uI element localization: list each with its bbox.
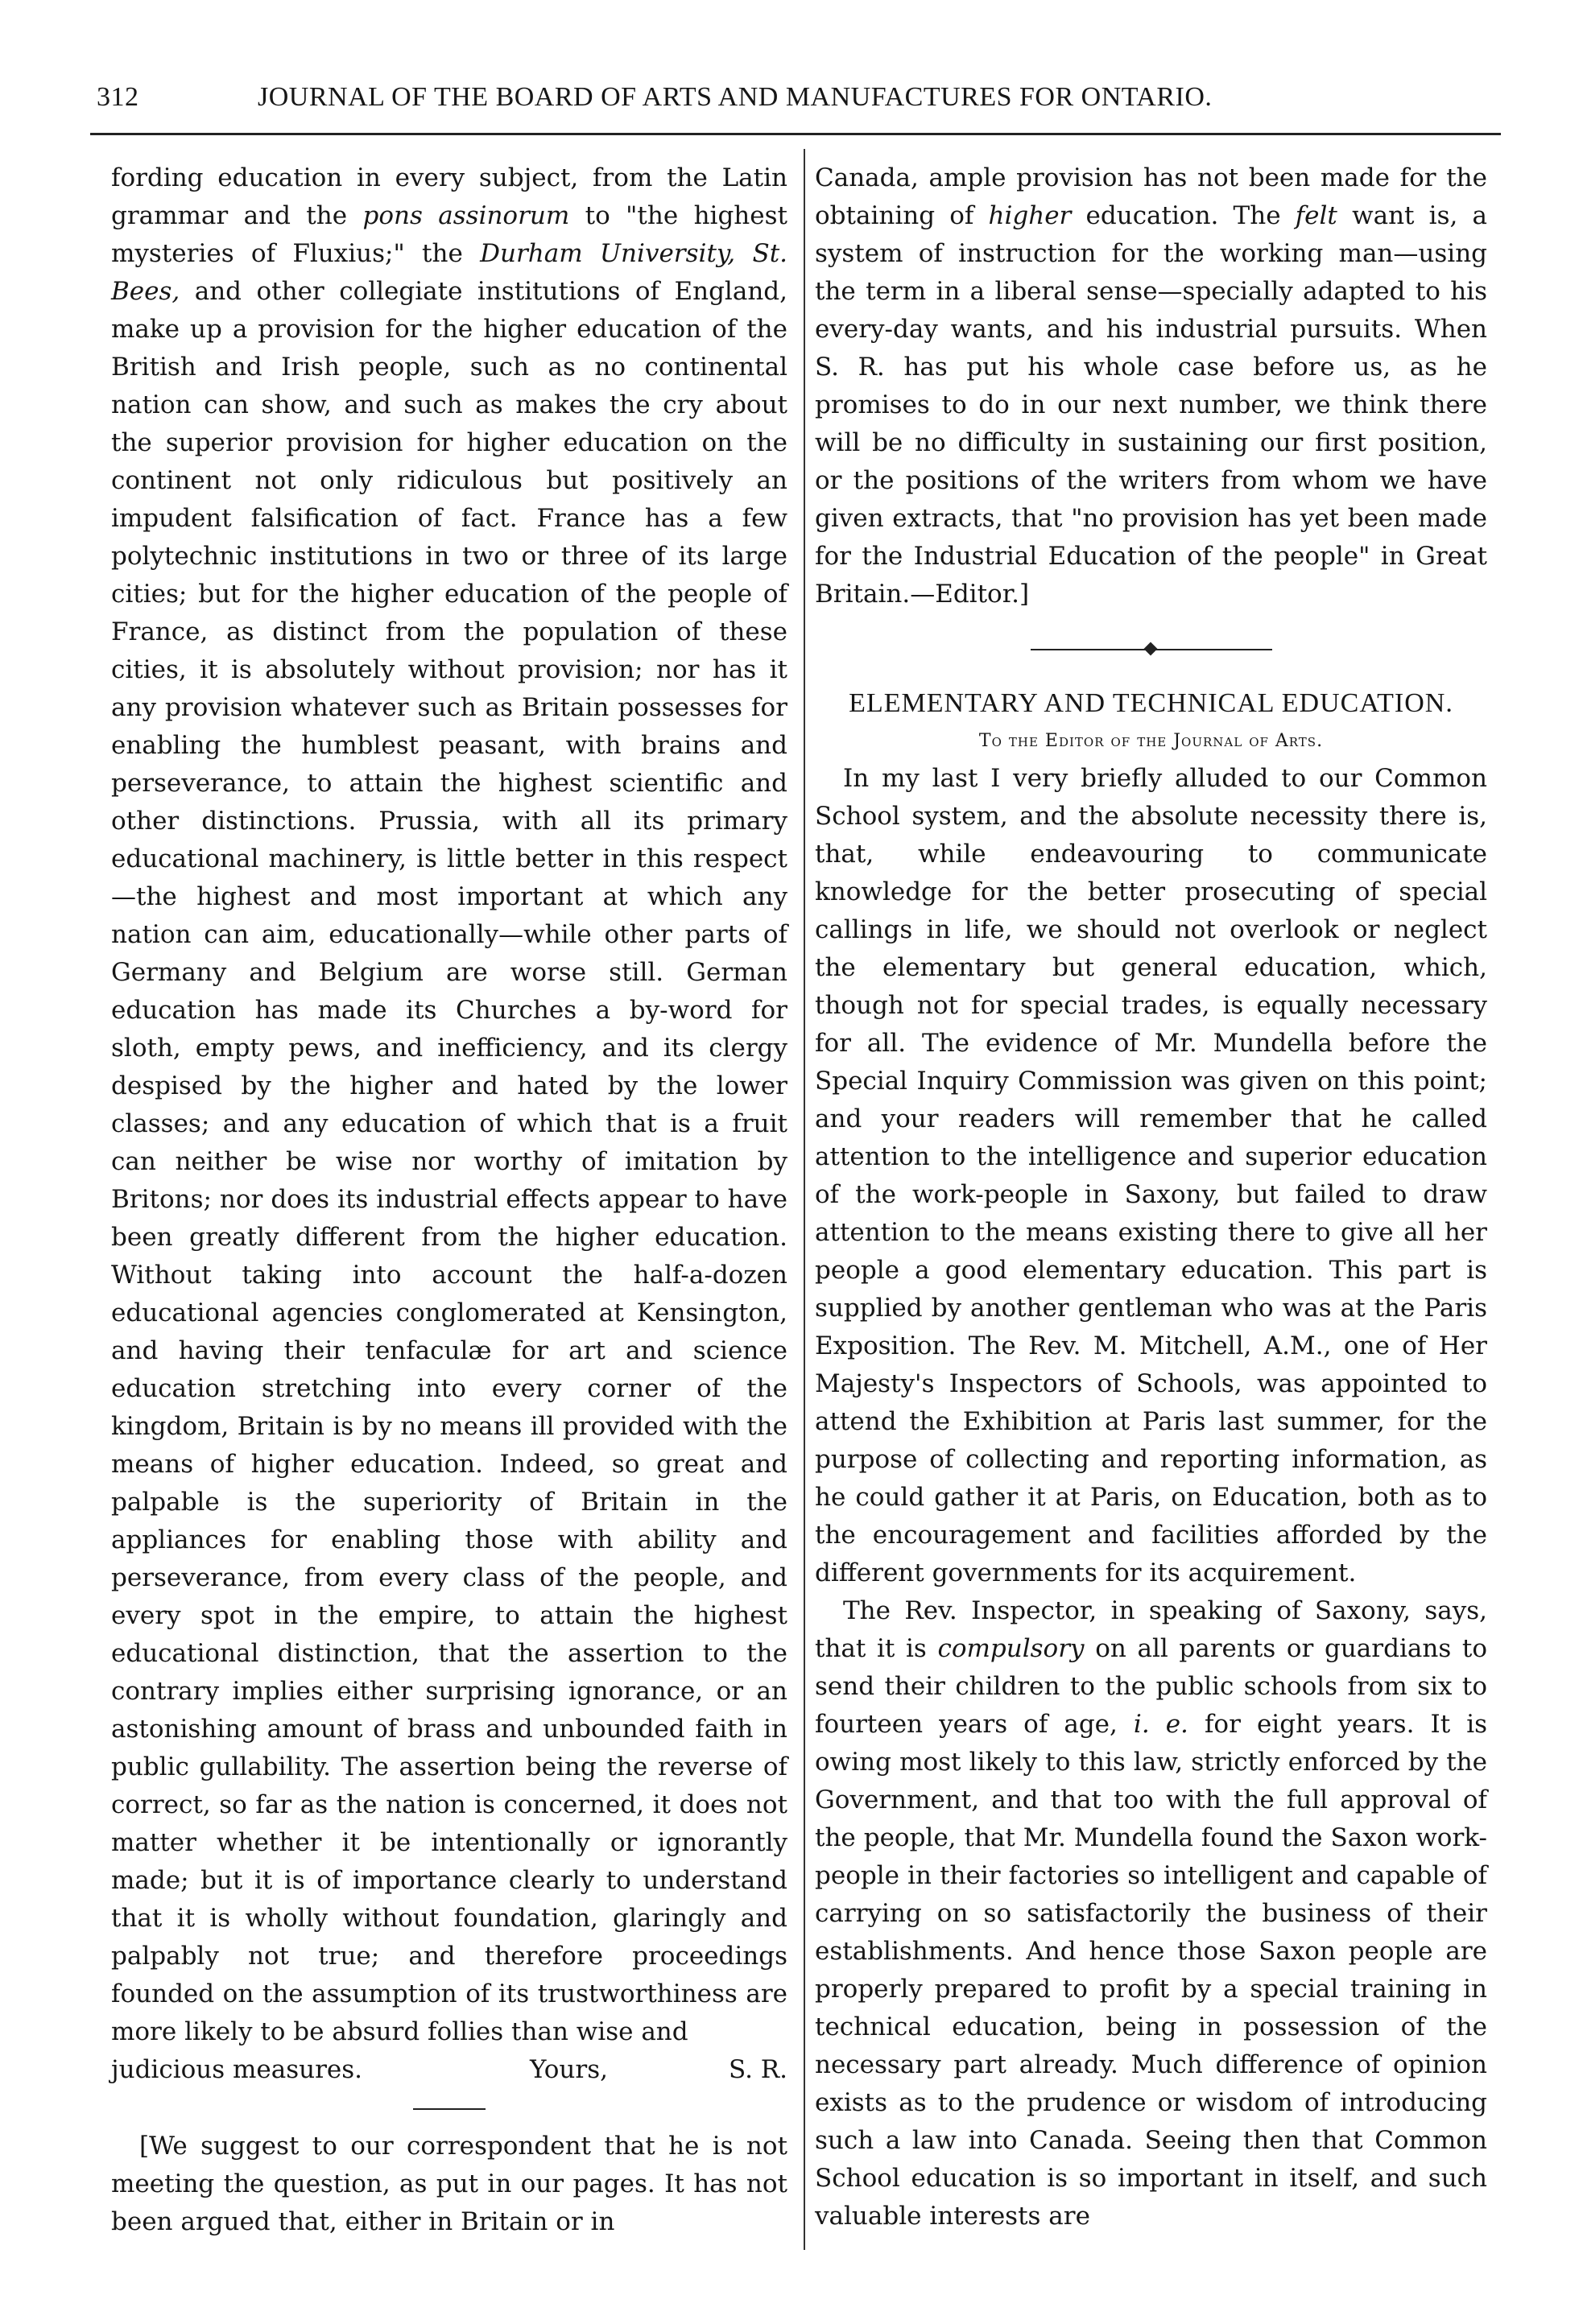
page-number: 312 <box>97 82 139 112</box>
ornament-diamond <box>1143 642 1157 656</box>
right-column <box>815 159 1487 2235</box>
text-run: fording education in every subject, from the Latin grammar and the <box>111 163 787 230</box>
editor-note-start: [We suggest to our correspondent that he is not meeting the question, as put in our pages. It has not been argued that, either in Britain or in <box>111 2132 787 2236</box>
text-run: to "the highest mysteries of Fluxius;" the <box>111 201 787 268</box>
article-paragraph: In my last I very briefly alluded to our Common School system, and the absolute necessity there is, that, while endeavouring to communicate knowledge for the better prosecuting of special callings in life, we should not overlook or neglect the elementary but general education, which, though not for special trades, is equally necessary for all. The evidence of Mr. Mundella before the Special Inquiry Commission was given on this point; and your readers will remember that he called attention to the intelligence and superior education of the work-people in Saxony, but failed to draw attention to the means existing there to give all her people a good elementary education. This part is supplied by another gentleman who was at the Paris Exposition. The Rev. M. Mitchell, A.M., one of Her Majesty's Inspectors of Schools, was appointed to attend the Exhibition at Paris last summer, for the purpose of collecting and reporting information, as he could gather it at Paris, on Education, both as to the encouragement and facilities afforded by the different governments for its acquirement. <box>815 764 1487 1587</box>
text-run: for eight years. It is owing most likely to this law, strictly enforced by the Government, and that too with the full approval of the people, that Mr. Mundella found the Saxon work-people in their factories so intelligent and capable of carrying on so satisfactorily the business of their establishments. And hence those Saxon people are properly prepared to profit by a special training in technical education, being in possession of the necessary part already. Much difference of opinion exists as to the prudence or wisdom of introducing such a law into Canada. Seeing then that Common School education is so important in itself, and such valuable interests are <box>815 1710 1488 2231</box>
header-rule <box>90 133 1501 135</box>
text-run: The Rev. Inspector, in speaking of Saxony, says, that it is <box>815 1596 1487 1663</box>
italic-text: Durham University, St. Bees, <box>111 239 788 306</box>
italic-text: felt <box>1295 201 1337 230</box>
article-subtitle: To the Editor of the Journal of Arts. <box>978 731 1324 751</box>
signature-line <box>111 2051 787 2089</box>
left-paragraph <box>111 159 787 2051</box>
text-run: Canada, ample provision has not been made for the obtaining of <box>815 163 1487 230</box>
text-run: on all parents or guardians to send their children to the public schools from six to fourteen years of age, <box>815 1634 1487 1739</box>
editor-note-continued <box>815 159 1487 613</box>
left-column <box>111 159 787 2241</box>
signature-yours: Yours, <box>530 2055 608 2084</box>
page-header <box>97 82 1506 119</box>
section-rule <box>413 2108 486 2110</box>
article-title: ELEMENTARY AND TECHNICAL EDUCATION. <box>849 688 1453 718</box>
italic-text: higher <box>988 201 1072 230</box>
text-run: want is, a system of instruction for the working man—using the term in a liberal sense—specially adapted to his every-day wants, and his industrial pursuits. When S. R. has put his whole case before us, as he promises to do in our next number, we think there will be no difficulty in sustaining our first position, or the positions of the writers from whom we have given extracts, that "no provision has yet been made for the Industrial Education of the people" in Great Britain.—Editor.] <box>815 201 1487 609</box>
italic-text: i. e. <box>1133 1710 1188 1739</box>
text-run: and other collegiate institutions of England, make up a provision for the higher education of the British and Irish people, such as no continental nation can show, and such as makes the cry about the superior provision for higher education on the continent not only ridiculous but positively an impudent falsification of fact. France has a few polytechnic institutions in two or three of its large cities; but for the higher education of the people of France, as distinct from the population of these cities, it is absolutely without provision; nor has it any provision whatever such as Britain possesses for enabling the humblest peasant, with brains and perseverance, to attain the highest scientific and other distinctions. Prussia, with all its primary educational machinery, is little better in this respect—the highest and most important at which any nation can aim, educationally—while other parts of Germany and Belgium are worse still. German education has made its Churches a by-word for sloth, empty pews, and inefficiency, and its clergy despised by the higher and hated by the lower classes; and any education of which that is a fruit can neither be wise nor worthy of imitation by Britons; nor does its industrial effects appear to have been greatly different from the higher education. Without taking into account the half-a-dozen educational agencies conglomerated at Kensington, and having their tenfaculæ for art and science education stretching into every corner of the kingdom, Britain is by no means ill provided with the means of higher education. Indeed, so great and palpable is the superiority of Britain in the appliances for enabling those with ability and perseverance, from every class of the people, and every spot in the empire, to attain the highest educational distinction, that the assertion to the contrary implies either surprising ignorance, or an astonishing amount of brass and unbounded faith in public gullability. The assertion being the reverse of correct, so far as the nation is concerned, it does not matter whether it be intentionally or ignorantly made; but it is of importance clearly to understand that it is wholly without foundation, glaringly and palpably not true; and therefore proceedings founded on the assumption of its trustworthiness are more likely to be absurd follies than wise and <box>111 277 787 2046</box>
italic-text: pons assinorum <box>362 201 570 230</box>
signature-text: judicious measures. <box>111 2055 363 2084</box>
text-run: education. The <box>1071 201 1296 230</box>
article-paragraph <box>815 1592 1487 2235</box>
column-divider <box>804 149 805 2250</box>
signature-initials: S. R. <box>728 2055 787 2084</box>
running-title: JOURNAL OF THE BOARD OF ARTS AND MANUFACTURES FOR ONTARIO. <box>258 82 1213 112</box>
italic-text: compulsory <box>937 1634 1085 1663</box>
ornamental-rule <box>1031 646 1272 654</box>
